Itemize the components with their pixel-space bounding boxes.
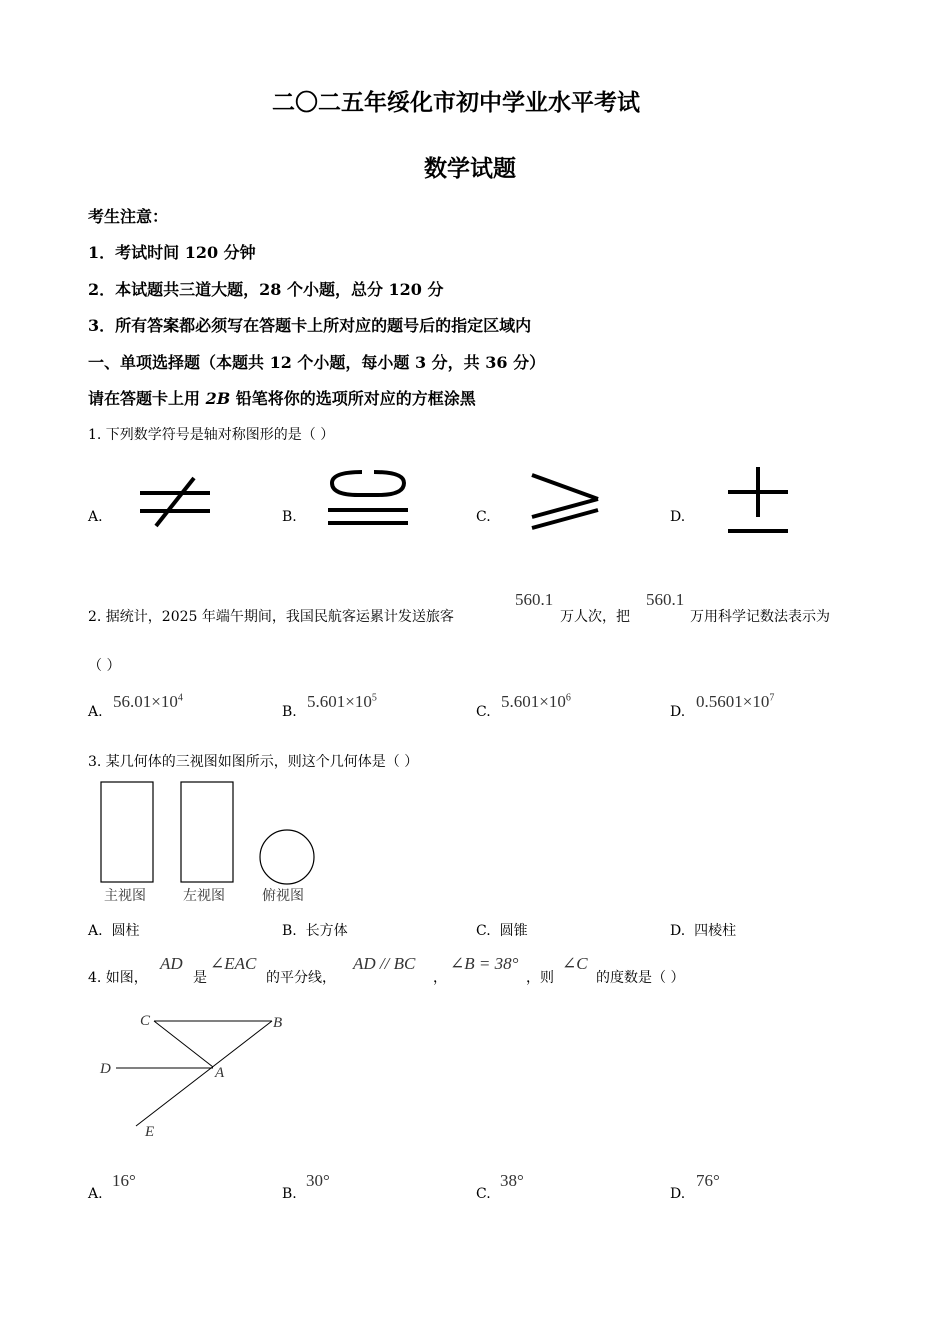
page-title: 二〇二五年绥化市初中学业水平考试	[272, 89, 640, 116]
q4-stem-pre: 4. 如图，	[88, 970, 148, 986]
segment-ca	[154, 1021, 213, 1067]
q2-number-1: 560.1	[515, 590, 554, 609]
q4-option-a-label: A.	[88, 1186, 103, 1202]
q4-stem-t2: 的平分线，	[266, 970, 336, 986]
q2-option-b-value	[307, 692, 377, 712]
q2-option-d-label: D.	[670, 704, 686, 720]
q2-option-c-mantissa: 5.601×10	[501, 692, 566, 711]
q1-option-c-label: C.	[476, 509, 491, 525]
q4-stem-t3: ，	[433, 970, 447, 986]
notice-item-1: 1．考试时间 120 分钟	[88, 243, 256, 262]
q3-option-b	[282, 920, 348, 940]
instruction-pencil: 2B	[205, 389, 231, 408]
q4-math-angle-eac: ∠EAC	[210, 954, 257, 973]
point-label-e: E	[145, 1124, 155, 1140]
q2-option-c-value	[501, 692, 571, 712]
q3-option-c-label: C.	[476, 923, 491, 939]
q4-stem-t1: 是	[193, 970, 207, 986]
q3-option-d-label: D.	[670, 923, 686, 939]
plus-minus-symbol	[726, 465, 790, 535]
q2-stem-part2: 万人次，把	[560, 609, 630, 625]
q3-option-a-text: 圆柱	[111, 923, 140, 939]
instruction-post: 铅笔将你的选项所对应的方框涂黑	[230, 389, 476, 408]
section-title: 一、单项选择题（本题共 12 个小题，每小题 3 分，共 36 分）	[88, 353, 546, 372]
point-label-d: D	[100, 1061, 111, 1077]
q1-option-a-label: A.	[88, 509, 103, 525]
q2-option-a-label: A.	[88, 704, 103, 720]
q3-stem: 3. 某几何体的三视图如图所示，则这个几何体是（ ）	[88, 754, 419, 770]
top-view-circle	[260, 830, 314, 884]
q2-option-d-mantissa: 0.5601×10	[696, 692, 770, 711]
q4-option-d-value: 76°	[696, 1171, 720, 1190]
notice-heading: 考生注意：	[88, 207, 169, 226]
q4-geometry-figure	[96, 1008, 296, 1144]
point-label-c: C	[140, 1013, 151, 1029]
left-view-caption: 左视图	[183, 888, 225, 904]
q3-option-c	[476, 920, 528, 940]
three-views-figure	[100, 780, 320, 886]
point-label-b: B	[273, 1015, 283, 1031]
q4-stem-t5: 的度数是（ ）	[596, 970, 685, 986]
congruent-symbol	[326, 468, 410, 528]
q3-option-a-label: A.	[88, 923, 103, 939]
not-equal-symbol	[138, 476, 212, 528]
q4-option-a-value: 16°	[112, 1171, 136, 1190]
top-view-caption: 俯视图	[262, 888, 304, 904]
left-view-rect	[181, 782, 233, 882]
q3-option-d	[670, 920, 736, 940]
front-view-rect	[101, 782, 153, 882]
notice-item-3: 3．所有答案都必须写在答题卡上所对应的题号后的指定区域内	[88, 316, 532, 335]
q4-stem-t4: ，则	[526, 970, 554, 986]
q4-option-b-label: B.	[282, 1186, 297, 1202]
line-be	[136, 1021, 272, 1126]
front-view-caption: 主视图	[104, 888, 146, 904]
q1-stem: 1. 下列数学符号是轴对称图形的是（ ）	[88, 427, 335, 443]
q3-option-a	[88, 920, 139, 940]
notice-item-2: 2．本试题共三道大题，28 个小题，总分 120 分	[88, 280, 444, 299]
q3-option-b-text: 长方体	[305, 923, 348, 939]
q2-option-a-exponent: 4	[177, 692, 183, 704]
q2-option-c-label: C.	[476, 704, 491, 720]
section-instruction	[88, 386, 476, 409]
q4-option-c-label: C.	[476, 1186, 491, 1202]
instruction-pre: 请在答题卡上用	[88, 389, 206, 408]
q4-math-angle-b: ∠B = 38°	[450, 954, 519, 973]
greater-equal-symbol	[528, 472, 602, 530]
q2-stem-part3: 万用科学记数法表示为	[690, 609, 830, 625]
q2-option-b-label: B.	[282, 704, 297, 720]
q4-math-ad: AD	[160, 954, 183, 973]
q2-option-d-exponent: 7	[769, 692, 775, 704]
q1-option-d-label: D.	[670, 509, 686, 525]
q4-option-b-value: 30°	[306, 1171, 330, 1190]
q2-option-b-exponent: 5	[371, 692, 377, 704]
q4-math-angle-c: ∠C	[562, 954, 588, 973]
q4-option-c-value: 38°	[500, 1171, 524, 1190]
q3-option-b-label: B.	[282, 923, 297, 939]
q2-option-c-exponent: 6	[565, 692, 571, 704]
q4-math-parallel: AD // BC	[353, 954, 416, 973]
q2-option-d-value	[696, 692, 774, 712]
page-subtitle: 数学试题	[424, 155, 516, 182]
q2-option-a-value	[113, 692, 183, 712]
q2-paren: （ ）	[88, 658, 121, 674]
point-label-a: A	[215, 1065, 225, 1081]
q3-option-d-text: 四棱柱	[694, 923, 737, 939]
q2-option-b-mantissa: 5.601×10	[307, 692, 372, 711]
q3-option-c-text: 圆锥	[499, 923, 528, 939]
q2-stem-part1: 2. 据统计，2025 年端午期间，我国民航客运累计发送旅客	[88, 609, 454, 625]
q2-option-a-mantissa: 56.01×10	[113, 692, 178, 711]
q2-number-2: 560.1	[646, 590, 685, 609]
q1-option-b-label: B.	[282, 509, 297, 525]
q4-option-d-label: D.	[670, 1186, 686, 1202]
